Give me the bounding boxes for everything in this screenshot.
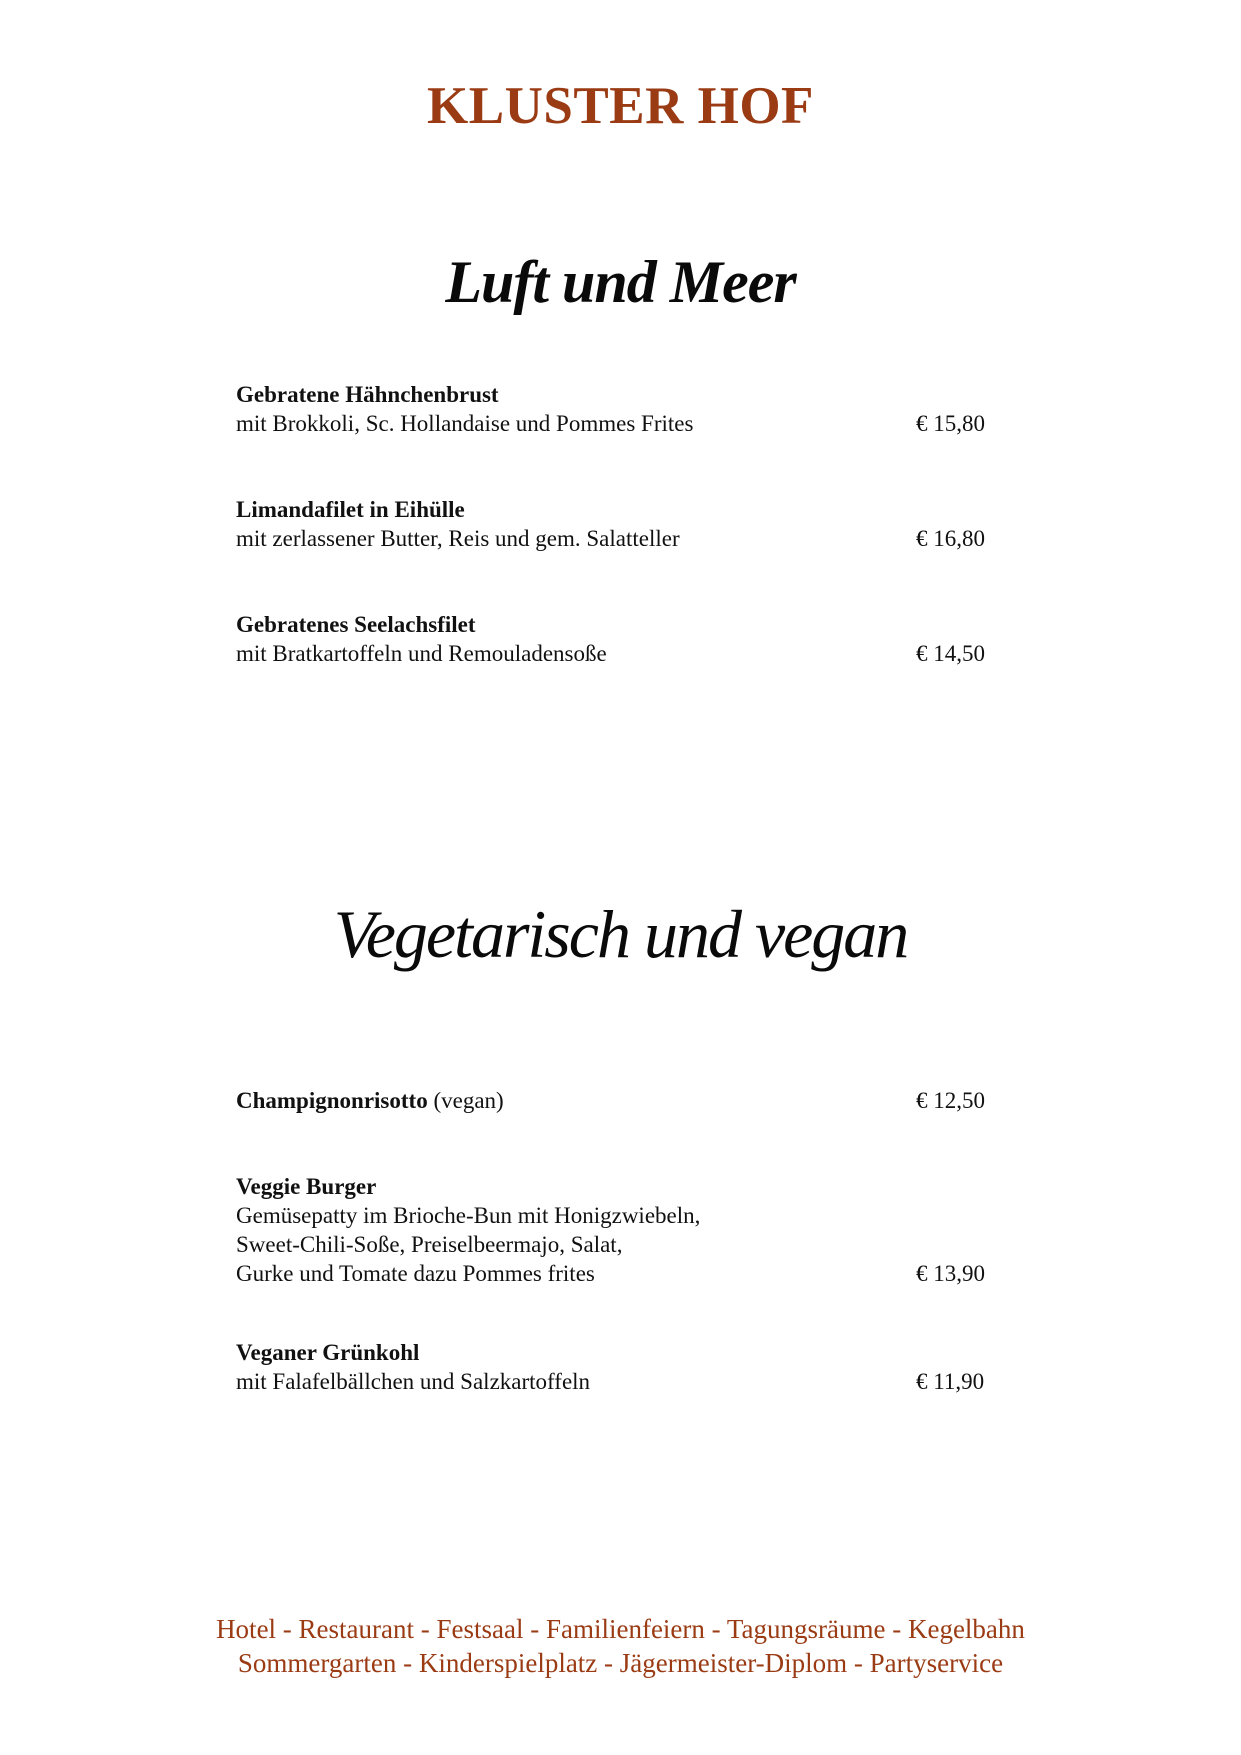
menu-item [236, 1086, 992, 1115]
dish-description: mit Brokkoli, Sc. Hollandaise und Pommes Frites [236, 411, 694, 436]
dish-name: Veganer Grünkohl [236, 1340, 420, 1365]
dish-price: € 15,80 [916, 411, 985, 436]
footer-services-line-1: Hotel - Restaurant - Festsaal - Familienfeiern - Tagungsräume - Kegelbahn [216, 1614, 1025, 1644]
menu-item [236, 1338, 992, 1396]
restaurant-name: KLUSTER HOF [427, 77, 814, 135]
dish-description: mit Bratkartoffeln und Remouladensoße [236, 641, 607, 666]
dish-description: mit Falafelbällchen und Salzkartoffeln [236, 1369, 591, 1394]
dish-description-line: Gemüsepatty im Brioche-Bun mit Honigzwiebeln, [236, 1203, 701, 1228]
dish-description-line: Gurke und Tomate dazu Pommes frites [236, 1261, 595, 1286]
dish-description-line: Sweet-Chili-Soße, Preiselbeermajo, Salat, [236, 1232, 623, 1257]
dish-note: (vegan) [433, 1088, 504, 1113]
footer-services-line-2: Sommergarten - Kinderspielplatz - Jägermeister-Diplom - Partyservice [237, 1648, 1004, 1678]
menu-item [236, 1172, 992, 1288]
dish-description: mit zerlassener Butter, Reis und gem. Salatteller [236, 526, 680, 551]
section-title-vegetarisch-und-vegan: Vegetarisch und vegan [333, 896, 908, 972]
dish-price: € 11,90 [916, 1369, 985, 1394]
dish-name: Gebratene Hähnchenbrust [236, 382, 499, 407]
dish-price: € 13,90 [916, 1261, 985, 1286]
menu-item [236, 610, 992, 668]
dish-name: Gebratenes Seelachsfilet [236, 612, 476, 637]
dish-name: Veggie Burger [236, 1174, 377, 1199]
dish-name: Champignonrisotto [236, 1088, 428, 1113]
menu-item [236, 495, 992, 553]
dish-price: € 16,80 [916, 526, 985, 551]
section-title-luft-und-meer: Luft und Meer [445, 249, 796, 315]
dish-price: € 14,50 [916, 641, 985, 666]
dish-price: € 12,50 [916, 1088, 985, 1113]
dish-name: Limandafilet in Eihülle [236, 497, 465, 522]
menu-item [236, 380, 992, 438]
